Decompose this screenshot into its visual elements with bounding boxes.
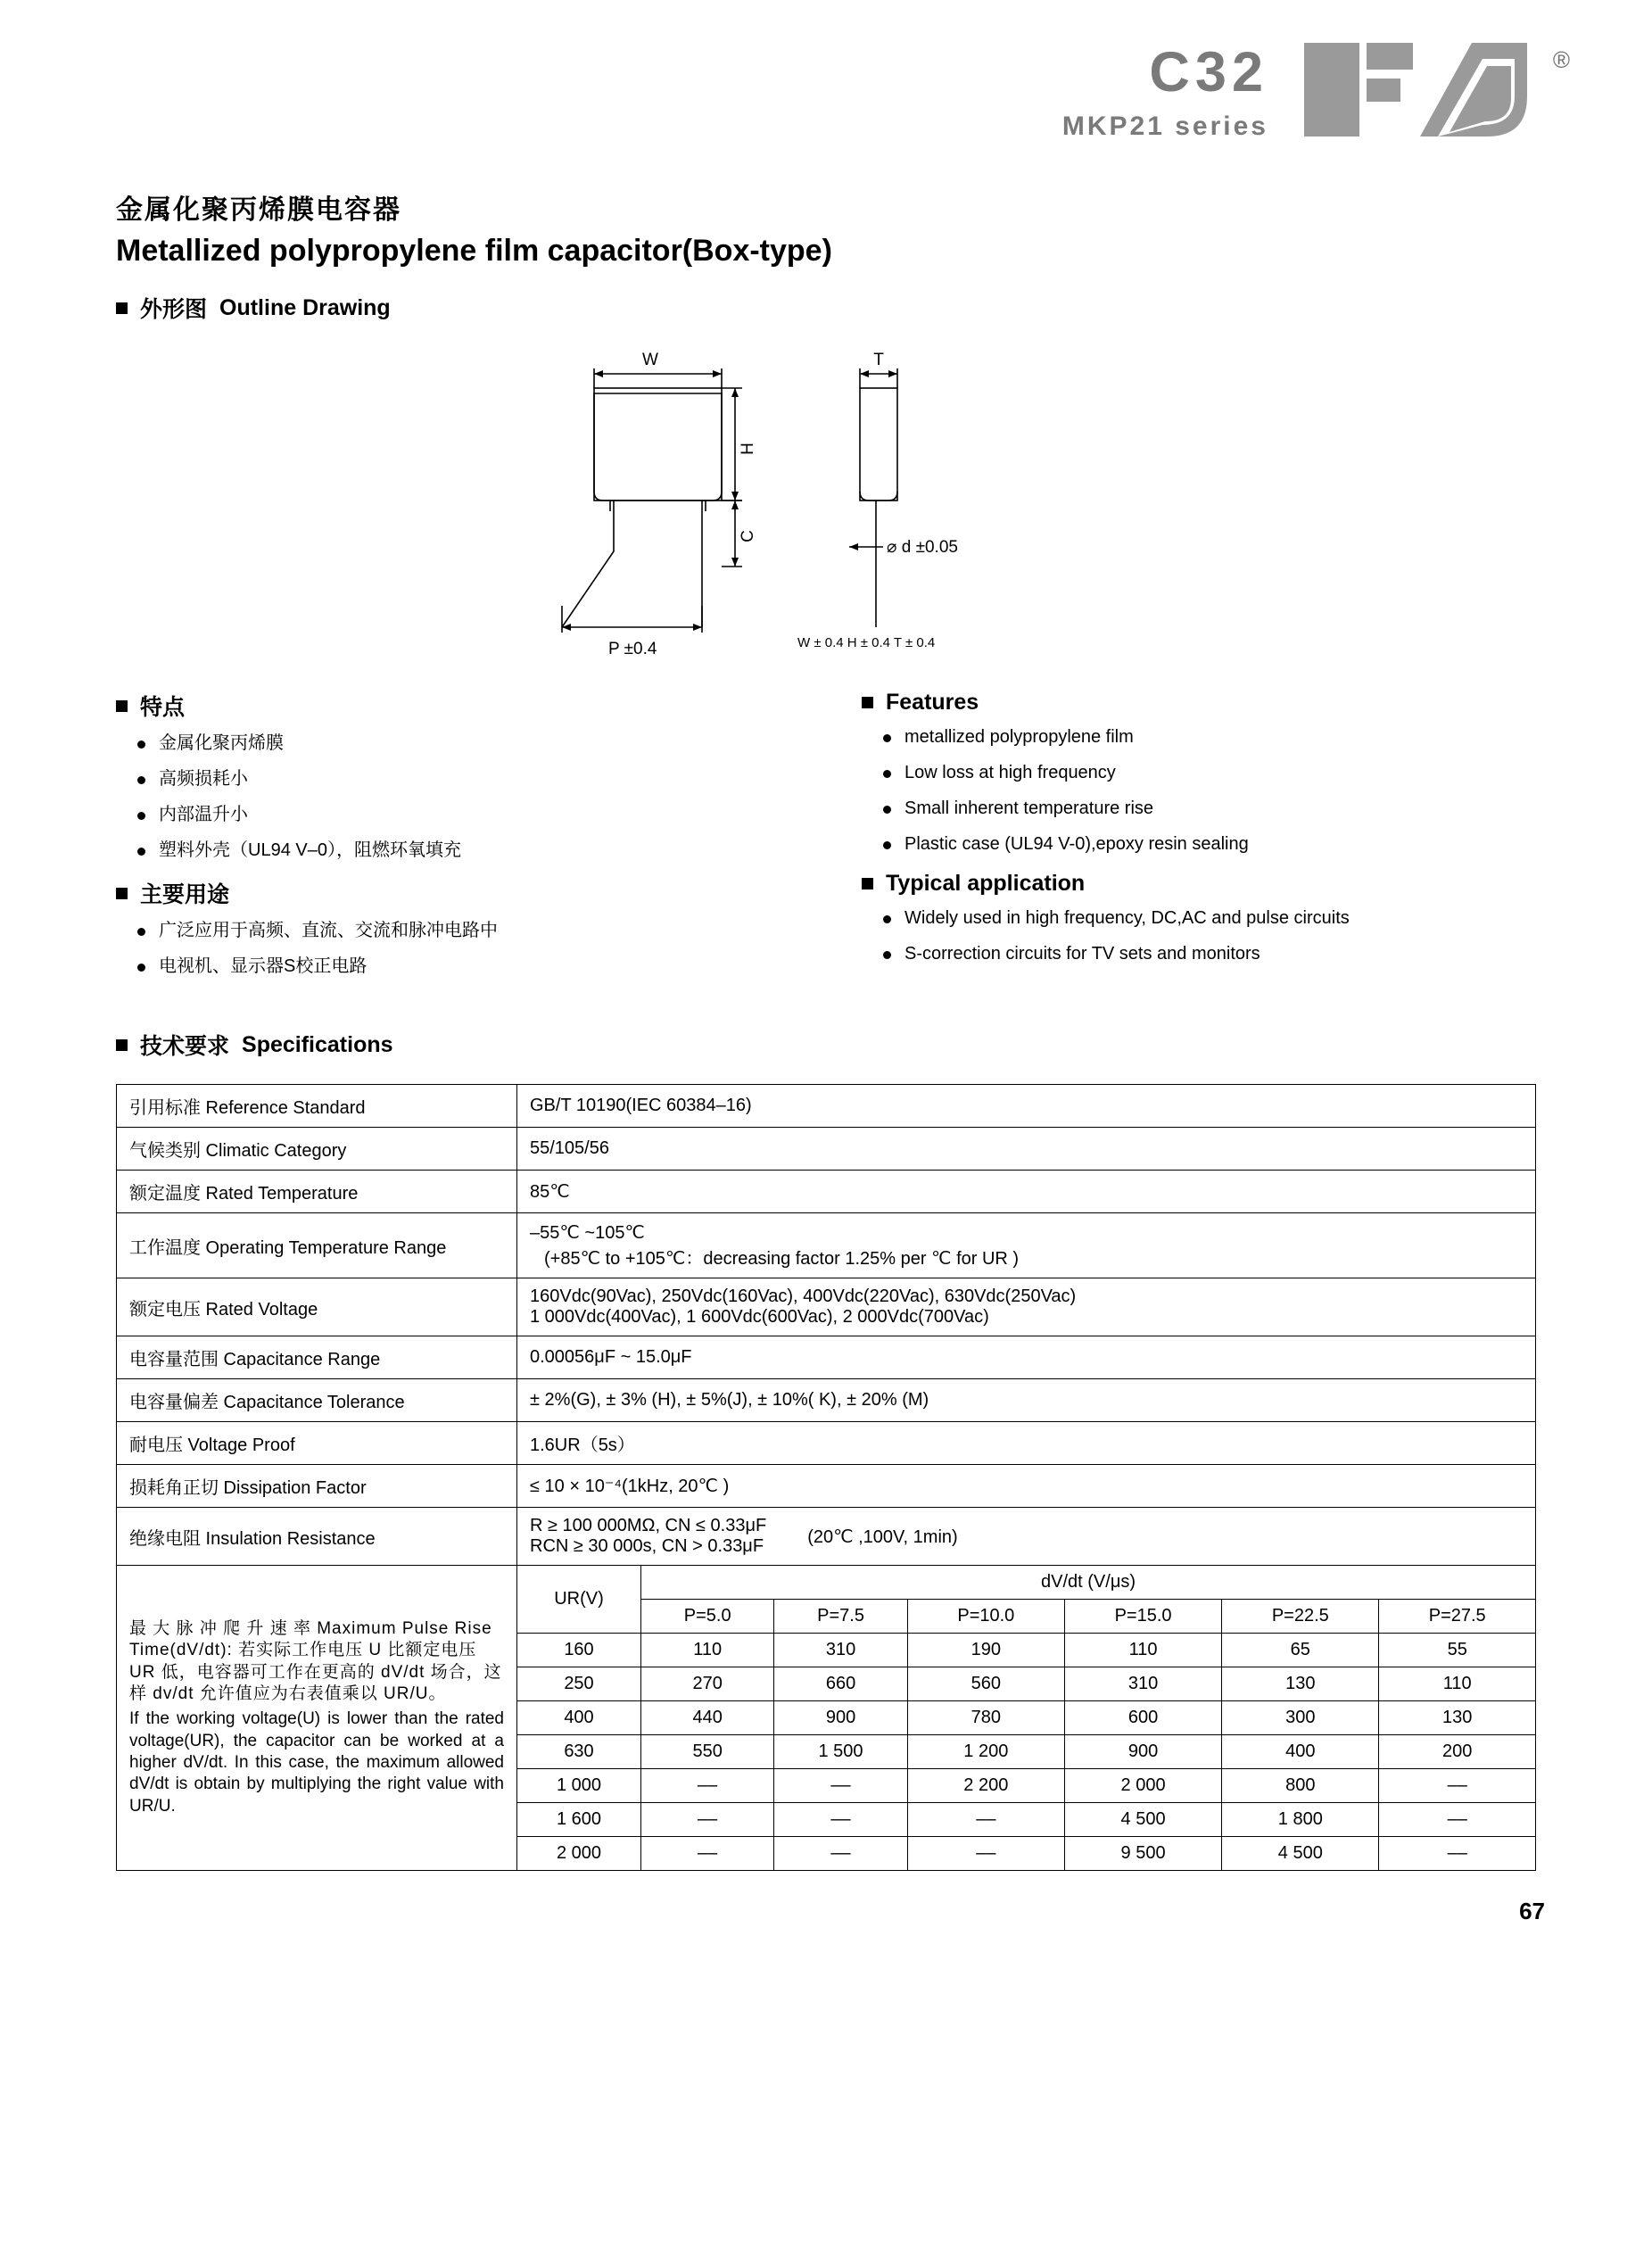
pulse-cell-value: 110 bbox=[641, 1634, 774, 1667]
pulse-top-header: dV/dt (V/μs) bbox=[641, 1566, 1536, 1600]
svg-text:W ± 0.4 H ± 0.4 T ± 0.4: W ± 0.4 H ± 0.4 T ± 0.4 bbox=[797, 635, 936, 650]
table-row bbox=[517, 1701, 1535, 1735]
features-heading-en bbox=[862, 690, 1536, 716]
pulse-description bbox=[117, 1566, 517, 1871]
pulse-cell-value: –– bbox=[641, 1837, 774, 1871]
table-row bbox=[117, 1213, 1536, 1278]
pulse-col-header: P=5.0 bbox=[641, 1600, 774, 1634]
spec-value bbox=[517, 1213, 1536, 1278]
pulse-cell-value: 310 bbox=[774, 1634, 907, 1667]
spec-value: ≤ 10 × 10⁻⁴(1kHz, 20℃ ) bbox=[517, 1465, 1536, 1508]
bullet-square-icon bbox=[116, 302, 128, 314]
list-item: Plastic case (UL94 V-0),epoxy resin sealing bbox=[880, 835, 1536, 853]
outline-heading-en: Outline Drawing bbox=[219, 294, 391, 320]
application-heading-cn-text: 主要用途 bbox=[140, 882, 230, 907]
pulse-row-header: 2 000 bbox=[517, 1837, 641, 1871]
spec-value: 85℃ bbox=[517, 1171, 1536, 1213]
specifications-table-wrap bbox=[0, 1084, 1652, 1871]
table-row bbox=[517, 1769, 1535, 1803]
spec-label: 额定电压 Rated Voltage bbox=[117, 1278, 517, 1336]
pulse-cell-value: 310 bbox=[1064, 1667, 1221, 1701]
spec-label: 工作温度 Operating Temperature Range bbox=[117, 1213, 517, 1278]
pulse-cell-value: 800 bbox=[1222, 1769, 1379, 1803]
table-row bbox=[517, 1837, 1535, 1871]
table-row bbox=[117, 1465, 1536, 1508]
pulse-cell-value: 130 bbox=[1379, 1701, 1535, 1735]
section-heading-outline bbox=[116, 292, 1536, 324]
pulse-cell-value: 200 bbox=[1379, 1735, 1535, 1769]
table-row bbox=[517, 1735, 1535, 1769]
spec-label: 气候类别 Climatic Category bbox=[117, 1128, 517, 1171]
svg-text:C: C bbox=[739, 530, 757, 542]
list-item: 塑料外壳（UL94 V–0），阻燃环氧填充 bbox=[134, 841, 826, 859]
table-row bbox=[517, 1634, 1535, 1667]
pulse-cell-value: –– bbox=[774, 1803, 907, 1837]
pulse-cell-value: 110 bbox=[1064, 1634, 1221, 1667]
list-item: S-correction circuits for TV sets and monitors bbox=[880, 945, 1536, 963]
features-list-cn bbox=[134, 734, 826, 859]
table-row bbox=[117, 1128, 1536, 1171]
pulse-cell-value: –– bbox=[1379, 1837, 1535, 1871]
spec-value bbox=[517, 1278, 1536, 1336]
spec-heading-en: Specifications bbox=[242, 1031, 393, 1057]
table-row bbox=[117, 1085, 1536, 1128]
list-item: metallized polypropylene film bbox=[880, 728, 1536, 746]
pulse-cell-value: 600 bbox=[1064, 1701, 1221, 1735]
pulse-cell-value: –– bbox=[907, 1837, 1064, 1871]
features-column-cn bbox=[116, 672, 826, 993]
svg-text:⌀ d ±0.05: ⌀ d ±0.05 bbox=[887, 538, 958, 557]
table-row bbox=[517, 1803, 1535, 1837]
pulse-corner-header: UR(V) bbox=[517, 1566, 641, 1634]
spec-label: 耐电压 Voltage Proof bbox=[117, 1422, 517, 1465]
spec-label: 额定温度 Rated Temperature bbox=[117, 1171, 517, 1213]
spec-label: 损耗角正切 Dissipation Factor bbox=[117, 1465, 517, 1508]
features-list-en bbox=[880, 728, 1536, 853]
section-heading-specifications bbox=[116, 1029, 1536, 1061]
bullet-square-icon bbox=[116, 888, 128, 899]
page-title-cn: 金属化聚丙烯膜电容器 bbox=[116, 195, 401, 225]
list-item: Low loss at high frequency bbox=[880, 764, 1536, 782]
spec-value-line2: RCN ≥ 30 000s, CN > 0.33μF bbox=[530, 1536, 764, 1556]
application-heading-cn bbox=[116, 877, 826, 909]
pulse-cell-value: 65 bbox=[1222, 1634, 1379, 1667]
table-row bbox=[517, 1667, 1535, 1701]
table-row bbox=[117, 1379, 1536, 1422]
pulse-cell-value: –– bbox=[641, 1769, 774, 1803]
pulse-cell-value: 9 500 bbox=[1064, 1837, 1221, 1871]
spec-value bbox=[517, 1508, 1536, 1566]
page-title-en: Metallized polypropylene film capacitor(Box-type) bbox=[116, 234, 832, 268]
pulse-description-en: If the working voltage(U) is lower than the rated voltage(UR), the capacitor can be worked at a higher dV/dt. In this case, the maximum allowed dV/dt is obtain by multiplying the right value with UR/U. bbox=[129, 1709, 504, 1816]
pulse-cell-value: 550 bbox=[641, 1735, 774, 1769]
pulse-cell-value: 55 bbox=[1379, 1634, 1535, 1667]
spec-label: 电容量偏差 Capacitance Tolerance bbox=[117, 1379, 517, 1422]
spec-value: 0.00056μF ~ 15.0μF bbox=[517, 1336, 1536, 1379]
pulse-cell-value: 4 500 bbox=[1064, 1803, 1221, 1837]
table-row bbox=[117, 1336, 1536, 1379]
list-item: 高频损耗小 bbox=[134, 770, 826, 788]
spec-value: 55/105/56 bbox=[517, 1128, 1536, 1171]
spec-value-line1: R ≥ 100 000MΩ, CN ≤ 0.33μF bbox=[530, 1516, 767, 1535]
pulse-cell-value: 110 bbox=[1379, 1667, 1535, 1701]
pulse-cell-value: –– bbox=[1379, 1803, 1535, 1837]
list-item: Small inherent temperature rise bbox=[880, 799, 1536, 817]
pulse-cell-value: –– bbox=[1379, 1769, 1535, 1803]
spec-value-note: (20℃ ,100V, 1min) bbox=[807, 1526, 958, 1547]
pulse-cell-value: 2 200 bbox=[907, 1769, 1064, 1803]
pulse-description-cn: 最 大 脉 冲 爬 升 速 率 Maximum Pulse Rise Time(dV/dt): 若实际工作电压 U 比额定电压 UR 低，电容器可工作在更高的 dV/dt 场合，这样 dv/dt 允许值应为右表值乘以 UR/U。 bbox=[129, 1619, 502, 1704]
pulse-col-header: P=27.5 bbox=[1379, 1600, 1535, 1634]
svg-text:W: W bbox=[642, 351, 658, 369]
bullet-square-icon bbox=[116, 700, 128, 712]
pulse-cell-value: 130 bbox=[1222, 1667, 1379, 1701]
brand-logo-icon bbox=[1304, 43, 1545, 137]
pulse-cell-value: 660 bbox=[774, 1667, 907, 1701]
pulse-cell-value: 4 500 bbox=[1222, 1837, 1379, 1871]
pulse-col-header: P=15.0 bbox=[1064, 1600, 1221, 1634]
svg-text:T: T bbox=[873, 351, 884, 369]
pulse-cell-value: –– bbox=[774, 1769, 907, 1803]
pulse-table-cell bbox=[517, 1566, 1536, 1871]
pulse-cell-value: 440 bbox=[641, 1701, 774, 1735]
spec-value-line2: (+85℃ to +105℃：decreasing factor 1.25% per ℃ for UR ) bbox=[544, 1249, 1020, 1269]
pulse-cell-value: 270 bbox=[641, 1667, 774, 1701]
pulse-cell-value: 2 000 bbox=[1064, 1769, 1221, 1803]
pulse-cell-value: –– bbox=[907, 1803, 1064, 1837]
features-columns bbox=[116, 672, 1536, 993]
registered-mark: ® bbox=[1552, 46, 1570, 73]
page-header bbox=[0, 0, 1652, 187]
pulse-cell-value: 1 500 bbox=[774, 1735, 907, 1769]
pulse-cell-value: 1 200 bbox=[907, 1735, 1064, 1769]
header-title-block bbox=[1061, 41, 1268, 142]
pulse-cell-value: 190 bbox=[907, 1634, 1064, 1667]
spec-value-line2: 1 000Vdc(400Vac), 1 600Vdc(600Vac), 2 000Vdc(700Vac) bbox=[530, 1307, 989, 1327]
features-heading-cn-text: 特点 bbox=[140, 695, 186, 720]
specifications-table bbox=[116, 1084, 1536, 1871]
table-row bbox=[117, 1422, 1536, 1465]
product-code: C32 bbox=[1149, 41, 1268, 103]
application-list-en bbox=[880, 909, 1536, 963]
bullet-square-icon bbox=[862, 878, 873, 889]
table-row-pulse bbox=[117, 1566, 1536, 1871]
pulse-cell-value: 560 bbox=[907, 1667, 1064, 1701]
pulse-row-header: 1 000 bbox=[517, 1769, 641, 1803]
spec-value: ± 2%(G), ± 3% (H), ± 5%(J), ± 10%( K), ± 20% (M) bbox=[517, 1379, 1536, 1422]
features-column-en bbox=[826, 672, 1536, 993]
application-heading-en bbox=[862, 871, 1536, 897]
list-item: 广泛应用于高频、直流、交流和脉冲电路中 bbox=[134, 922, 826, 939]
spec-label: 电容量范围 Capacitance Range bbox=[117, 1336, 517, 1379]
table-row bbox=[117, 1508, 1536, 1566]
pulse-cell-value: 900 bbox=[1064, 1735, 1221, 1769]
pulse-cell-value: 780 bbox=[907, 1701, 1064, 1735]
list-item: Widely used in high frequency, DC,AC and pulse circuits bbox=[880, 909, 1536, 927]
table-row bbox=[117, 1278, 1536, 1336]
features-heading-en-text: Features bbox=[886, 690, 979, 715]
table-header-row bbox=[517, 1566, 1535, 1600]
pulse-cell-value: 400 bbox=[1222, 1735, 1379, 1769]
spec-value: GB/T 10190(IEC 60384–16) bbox=[517, 1085, 1536, 1128]
table-row bbox=[117, 1171, 1536, 1213]
features-heading-cn bbox=[116, 690, 826, 722]
application-heading-en-text: Typical application bbox=[886, 871, 1086, 896]
spec-value: 1.6UR（5s） bbox=[517, 1422, 1536, 1465]
bullet-square-icon bbox=[862, 697, 873, 708]
pulse-row-header: 160 bbox=[517, 1634, 641, 1667]
spec-value-line1: –55℃ ~105℃ bbox=[530, 1223, 645, 1243]
pulse-cell-value: 900 bbox=[774, 1701, 907, 1735]
page-number: 67 bbox=[1519, 1898, 1545, 1924]
spec-value-line1: 160Vdc(90Vac), 250Vdc(160Vac), 400Vdc(220Vac), 630Vdc(250Vac) bbox=[530, 1286, 1077, 1306]
outline-drawing bbox=[116, 333, 1536, 663]
list-item: 金属化聚丙烯膜 bbox=[134, 734, 826, 752]
spec-label: 绝缘电阻 Insulation Resistance bbox=[117, 1508, 517, 1566]
capacitor-outline-diagram bbox=[505, 333, 1147, 654]
table-header-row bbox=[517, 1600, 1535, 1634]
list-item: 内部温升小 bbox=[134, 806, 826, 823]
spec-heading-cn: 技术要求 bbox=[140, 1034, 230, 1059]
pulse-cell-value: –– bbox=[774, 1837, 907, 1871]
pulse-col-header: P=10.0 bbox=[907, 1600, 1064, 1634]
outline-heading-cn: 外形图 bbox=[140, 297, 208, 322]
pulse-col-header: P=7.5 bbox=[774, 1600, 907, 1634]
pulse-row-header: 1 600 bbox=[517, 1803, 641, 1837]
pulse-cell-value: 1 800 bbox=[1222, 1803, 1379, 1837]
pulse-cell-value: 300 bbox=[1222, 1701, 1379, 1735]
pulse-row-header: 250 bbox=[517, 1667, 641, 1701]
list-item: 电视机、显示器S校正电路 bbox=[134, 957, 826, 975]
application-list-cn bbox=[134, 922, 826, 975]
product-series: MKP21 series bbox=[1061, 112, 1268, 141]
main-content bbox=[0, 187, 1652, 1061]
svg-text:H: H bbox=[739, 443, 757, 455]
pulse-table bbox=[517, 1566, 1535, 1870]
pulse-cell-value: –– bbox=[641, 1803, 774, 1837]
pulse-col-header: P=22.5 bbox=[1222, 1600, 1379, 1634]
bullet-square-icon bbox=[116, 1039, 128, 1051]
pulse-row-header: 630 bbox=[517, 1735, 641, 1769]
pulse-row-header: 400 bbox=[517, 1701, 641, 1735]
spec-label: 引用标准 Reference Standard bbox=[117, 1085, 517, 1128]
svg-text:P ±0.4: P ±0.4 bbox=[608, 640, 657, 654]
